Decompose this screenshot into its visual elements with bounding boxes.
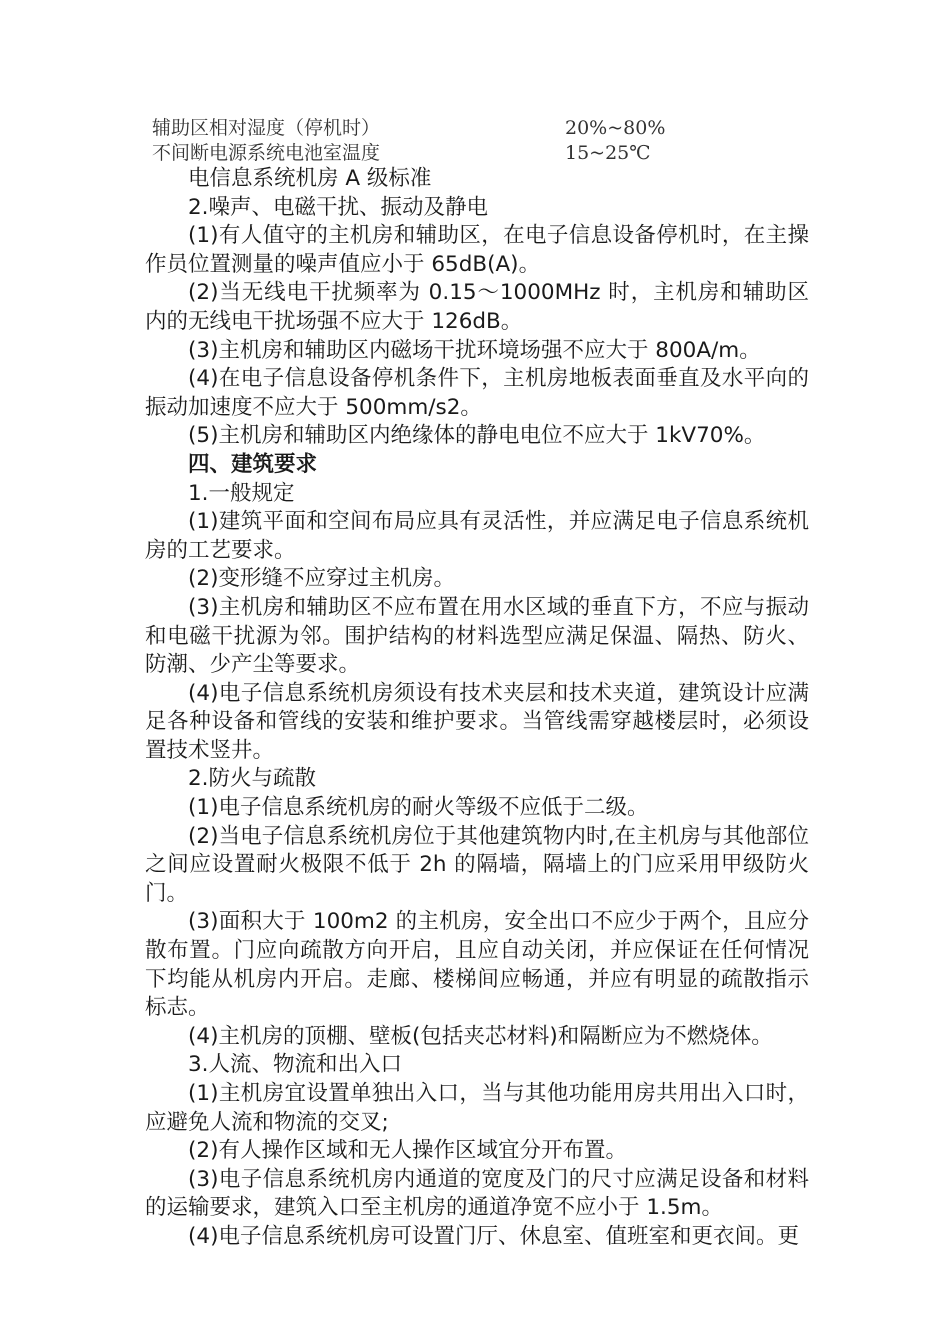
paragraph: (1)电子信息系统机房的耐火等级不应低于二级。 [188, 795, 649, 821]
paragraph: (4)电子信息系统机房须设有技术夹层和技术夹道，建筑设计应满足各种设备和管线的安装和维护要求。当管线需穿越楼层时，必须设置技术竖井。 [145, 680, 809, 763]
section-heading: 四、建筑要求 [188, 451, 318, 477]
paragraph: (2)当无线电干扰频率为 0.15～1000MHz 时，主机房和辅助区内的无线电干扰场强不应大于 126dB。 [145, 280, 809, 334]
paragraph: (4)在电子信息设备停机条件下，主机房地板表面垂直及水平向的振动加速度不应大于 500mm/s2。 [145, 366, 809, 420]
paragraph: 3.人流、物流和出入口 [188, 1052, 403, 1078]
paragraph: (4)电子信息系统机房可设置门厅、休息室、值班室和更衣间。更 [188, 1223, 799, 1249]
paragraph: (3)主机房和辅助区内磁场干扰环境场强不应大于 800A/m。 [188, 337, 761, 363]
paragraph: (2)当电子信息系统机房位于其他建筑物内时,在主机房与其他部位之间应设置耐火极限不低于 2h 的隔墙，隔墙上的门应采用甲级防火门。 [145, 823, 809, 906]
spec-table [152, 116, 712, 166]
paragraph: (3)面积大于 100m2 的主机房，安全出口不应少于两个，且应分散布置。门应向疏散方向开启，且应自动关闭，并应保证在任何情况下均能从机房内开启。走廊、楼梯间应畅通，并应有明显的疏散指示标志。 [145, 909, 809, 1021]
paragraph: (5)主机房和辅助区内绝缘体的静电电位不应大于 1kV70%。 [188, 423, 766, 449]
paragraph: (2)有人操作区域和无人操作区域宜分开布置。 [188, 1138, 627, 1164]
paragraph: 2.噪声、电磁干扰、振动及静电 [188, 194, 489, 220]
paragraph: (4)主机房的顶棚、壁板(包括夹芯材料)和隔断应为不燃烧体。 [188, 1023, 773, 1049]
paragraph: (1)建筑平面和空间布局应具有灵活性，并应满足电子信息系统机房的工艺要求。 [145, 509, 809, 563]
paragraph: (1)有人值守的主机房和辅助区，在电子信息设备停机时，在主操作员位置测量的噪声值应小于 65dB(A)。 [145, 223, 809, 277]
row-value: 15~25℃ [565, 142, 651, 164]
table-row [152, 141, 712, 166]
row-label: 辅助区相对湿度（停机时） [152, 117, 381, 139]
paragraph: (3)电子信息系统机房内通道的宽度及门的尺寸应满足设备和材料的运输要求，建筑入口至主机房的通道净宽不应小于 1.5m。 [145, 1166, 809, 1221]
paragraph: 1.一般规定 [188, 480, 295, 506]
table-row [152, 116, 712, 141]
paragraph: (1)主机房宜设置单独出入口，当与其他功能用房共用出入口时，应避免人流和物流的交叉; [145, 1081, 809, 1135]
row-value: 20%~80% [565, 117, 666, 139]
body-text [145, 165, 809, 1252]
paragraph: 电信息系统机房 A 级标准 [188, 166, 432, 191]
paragraph: (3)主机房和辅助区不应布置在用水区域的垂直下方，不应与振动和电磁干扰源为邻。围护结构的材料选型应满足保温、隔热、防火、防潮、少产尘等要求。 [145, 594, 809, 678]
row-label: 不间断电源系统电池室温度 [152, 142, 381, 164]
paragraph: 2.防火与疏散 [188, 766, 317, 792]
paragraph: (2)变形缝不应穿过主机房。 [188, 566, 455, 592]
